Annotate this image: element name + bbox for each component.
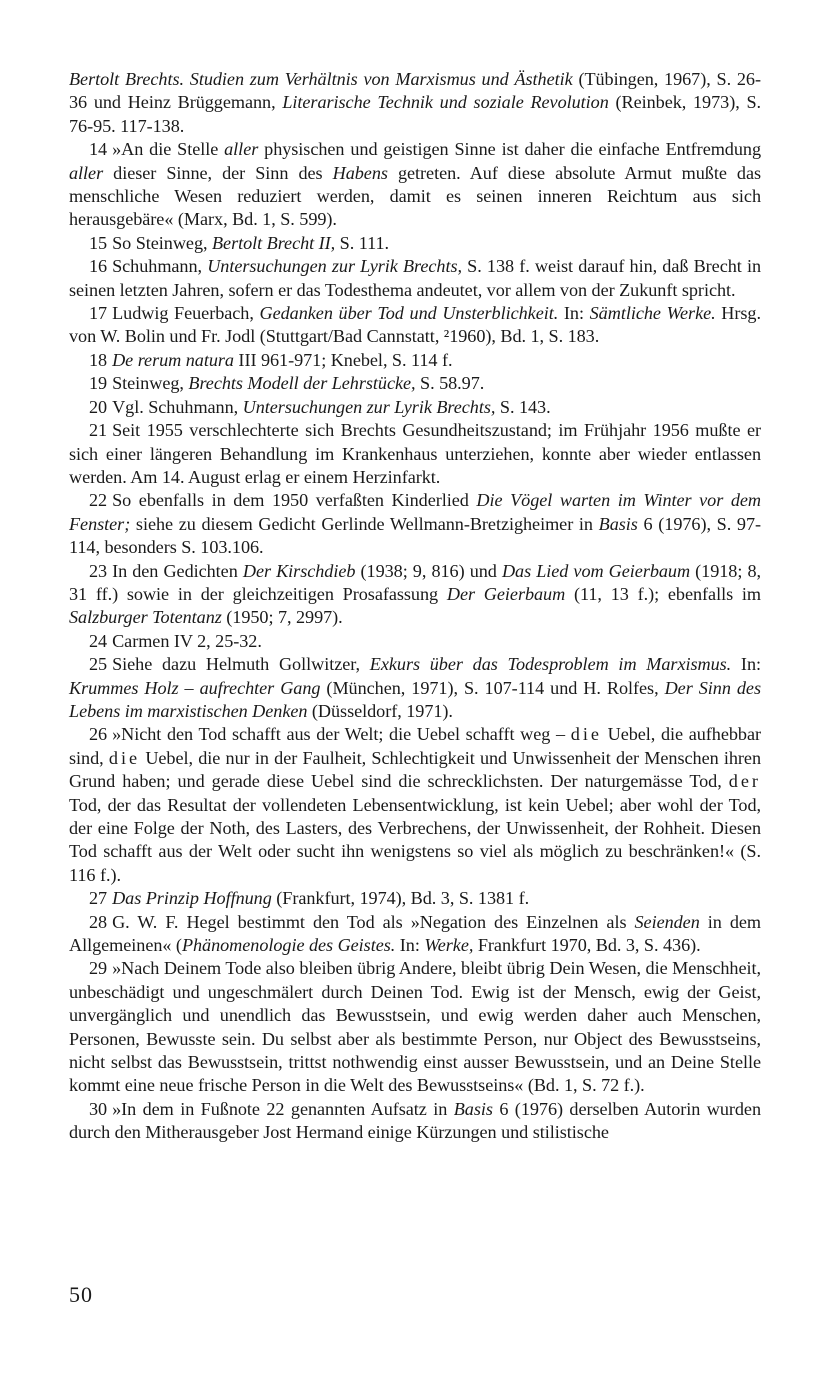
footnote-text: (1918; 8, 31 ff.) sowie in der gleichzeitigen Prosafassung bbox=[69, 560, 761, 604]
footnote-text: dieser Sinne, der Sinn des bbox=[103, 162, 333, 183]
italic-title: Werke, bbox=[424, 935, 474, 956]
footnote-text: S. 143. bbox=[495, 396, 551, 417]
footnote-text: 6 (1976) derselben Autorin wurden durch den Mitherausgeber Jost Hermand einige Kürzungen und stilistische bbox=[69, 1098, 761, 1143]
footnote-text: getreten. Auf diese absolute Armut mußte das menschliche Wesen reduziert werden, damit es seinen inneren Reichtum aus sich herausgebäre« (Marx, Bd. 1, S. 599). bbox=[69, 162, 762, 230]
footnote-text: Hrsg. von W. Bolin und Fr. Jodl (Stuttgart/Bad Cannstatt, ²1960), Bd. 1, S. 183. bbox=[69, 303, 761, 347]
italic-title: Basis bbox=[598, 513, 638, 534]
footnote-27 bbox=[69, 887, 761, 910]
footnote-text: In: bbox=[731, 654, 761, 675]
italic-title: Basis bbox=[453, 1098, 493, 1119]
italic-title: Das Prinzip Hoffnung bbox=[112, 888, 272, 909]
italic-title: Der Geierbaum bbox=[446, 583, 566, 604]
footnote-text: (München, 1971), S. 107-114 und H. Rolfes, bbox=[320, 677, 665, 698]
footnote-17 bbox=[69, 302, 761, 349]
footnote-text: »An die Stelle bbox=[112, 139, 225, 160]
footnote-text: (1950; 7, 2997). bbox=[221, 607, 343, 628]
footnote-text: (Düsseldorf, 1971). bbox=[307, 700, 453, 721]
footnote-number: 14 bbox=[89, 139, 108, 160]
footnote-24 bbox=[69, 630, 761, 653]
italic-title: Die Vögel warten im Winter vor dem Fenster; bbox=[69, 490, 761, 534]
footnote-text: Seit 1955 verschlechterte sich Brechts Gesundheitszustand; im Frühjahr 1956 mußte er sich einer längeren Behandlung im Krankenhaus unterziehen, konnte aber wieder entlassen werden. Am 14. August erlag er einem Herzinfarkt. bbox=[69, 420, 761, 487]
footnote-25 bbox=[69, 653, 761, 723]
italic-title: Das Lied vom Geierbaum bbox=[501, 560, 691, 581]
footnote-text: So ebenfalls in dem 1950 verfaßten Kinderlied bbox=[112, 490, 477, 511]
footnote-18 bbox=[69, 349, 761, 372]
footnote-number: 21 bbox=[89, 420, 108, 441]
footnote-number: 15 bbox=[89, 232, 108, 253]
footnote-21 bbox=[69, 419, 761, 489]
footnote-text: (1938; 9, 816) und bbox=[355, 560, 502, 581]
footnote-text: (Reinbek, 1973), S. 76-95. 117-138. bbox=[69, 92, 762, 136]
footnote-text: Frankfurt 1970, Bd. 3, S. 436). bbox=[473, 935, 701, 956]
footnote-text: (11, 13 f.); ebenfalls im bbox=[565, 583, 761, 604]
footnote-text: S. 138 f. weist darauf hin, daß Brecht in seinen letzten Jahren, sofern er das Todesthema andeutet, vor allem von der Zukunft spricht. bbox=[69, 256, 761, 300]
footnote-number: 29 bbox=[89, 958, 108, 979]
italic-title: Der Kirschdieb bbox=[242, 560, 356, 581]
italic-title: De rerum natura bbox=[112, 349, 234, 370]
footnote-26 bbox=[69, 723, 761, 887]
footnote-text: »Nicht den Tod schafft aus der Welt; die Uebel schafft weg – bbox=[112, 724, 571, 745]
italic-title: Literarische Technik und soziale Revolution bbox=[282, 92, 609, 113]
footnote-text: G. W. F. Hegel bestimmt den Tod als »Negation des Einzelnen als bbox=[112, 911, 635, 932]
footnotes-block bbox=[69, 68, 761, 1145]
footnote-28 bbox=[69, 911, 761, 958]
footnote-text: (Frankfurt, 1974), Bd. 3, S. 1381 f. bbox=[271, 888, 530, 909]
footnote-number: 30 bbox=[89, 1098, 108, 1119]
spaced-emphasis: der bbox=[728, 771, 761, 792]
footnote-number: 24 bbox=[89, 630, 108, 651]
italic-title: Untersuchungen zur Lyrik Brechts, bbox=[207, 256, 462, 277]
footnote-number: 19 bbox=[89, 373, 108, 394]
footnote-text: Uebel, die aufhebbar sind, bbox=[69, 724, 761, 768]
italic-title: aller bbox=[224, 139, 259, 160]
footnote-number: 25 bbox=[89, 654, 108, 675]
footnote-text: »In dem in Fußnote 22 genannten Aufsatz in bbox=[112, 1098, 454, 1119]
italic-title: Gedanken über Tod und Unsterblichkeit. bbox=[259, 303, 559, 324]
italic-title: Brechts Modell der Lehrstücke, bbox=[188, 373, 416, 394]
footnote-23 bbox=[69, 560, 761, 630]
italic-title: aller bbox=[69, 162, 104, 183]
page-number: 50 bbox=[69, 1282, 93, 1307]
footnote-text: Schuhmann, bbox=[112, 256, 208, 277]
footnote-text: Carmen IV 2, 25-32. bbox=[112, 630, 262, 651]
footnote-text: »Nach Deinem Tode also bleiben übrig Andere, bleibt übrig Dein Wesen, die Menschheit, unbeschädigt und ungeschmälert durch Deinen Tod. Ewig ist der Mensch, ewig der Geist, unvergänglich und unendlich das Bewusstsein, und ewig werden daher auch Menschen, Personen, Bewusste sein. Du selbst aber als bestimmte Person, nur Object des Bewusstseins, nicht selbst das Bewusstsein, trittst nothwendig einst ausser Bewusstsein, und an Deine Stelle kommt eine neue frische Person in die Welt des Bewusstseins« (Bd. 1, S. 72 f.). bbox=[69, 958, 761, 1096]
footnote-29 bbox=[69, 957, 761, 1097]
footnote-14 bbox=[69, 138, 761, 232]
footnote-continuation bbox=[69, 68, 761, 138]
italic-title: Krummes Holz – aufrechter Gang bbox=[69, 677, 321, 698]
italic-title: Bertolt Brechts. Studien zum Verhältnis von Marxismus und Ästhetik bbox=[69, 69, 573, 89]
footnote-19 bbox=[69, 372, 761, 395]
footnote-text: Steinweg, bbox=[112, 373, 189, 394]
footnote-20 bbox=[69, 396, 761, 419]
footnote-number: 23 bbox=[89, 560, 108, 581]
footnote-text: physischen und geistigen Sinne ist daher die einfache Entfremdung bbox=[258, 139, 761, 160]
footnote-text: Uebel, die nur in der Faulheit, Schlechtigkeit und Unwissenheit der Menschen ihren Grund haben; und gerade diese Uebel sind die schrecklichsten. Der naturgemässe Tod, bbox=[69, 747, 761, 792]
italic-title: Der Sinn des Lebens im marxistischen Denken bbox=[69, 677, 761, 721]
spaced-emphasis: die bbox=[570, 724, 602, 745]
footnote-text: 6 (1976), S. 97-114, besonders S. 103.106. bbox=[69, 513, 762, 558]
footnote-text: (Tübingen, 1967), S. 26-36 und Heinz Brüggemann, bbox=[69, 69, 761, 113]
footnote-text: Tod, der das Resultat der vollendeten Lebensentwicklung, ist kein Uebel; aber wohl der Tod, der eine Folge der Noth, des Lasters, des Verbrechens, der Unwissenheit, der Rohheit. Diesen Tod schafft aus der Welt oder sucht ihn wenigstens so viel als möglich zu beschränken!« (S. 116 f.). bbox=[69, 794, 761, 885]
footnote-text: Vgl. Schuhmann, bbox=[112, 396, 243, 417]
footnote-text: In: bbox=[395, 935, 425, 956]
footnote-text: So Steinweg, bbox=[112, 232, 212, 253]
footnote-text: in dem Allgemeinen« ( bbox=[69, 911, 761, 956]
footnote-16 bbox=[69, 255, 761, 302]
footnote-text: S. 58.97. bbox=[415, 373, 485, 394]
footnote-number: 18 bbox=[89, 349, 108, 370]
footnote-number: 26 bbox=[89, 724, 108, 745]
footnote-22 bbox=[69, 489, 761, 559]
footnote-text: siehe zu diesem Gedicht Gerlinde Wellmann-Bretzigheimer in bbox=[130, 513, 599, 534]
footnote-text: S. 111. bbox=[335, 232, 389, 253]
italic-title: Phänomenologie des Geistes. bbox=[181, 935, 396, 956]
italic-title: Salzburger Totentanz bbox=[69, 607, 222, 628]
footnote-number: 20 bbox=[89, 396, 108, 417]
italic-title: Exkurs über das Todesproblem im Marxismus. bbox=[369, 654, 732, 675]
footnote-number: 17 bbox=[89, 303, 108, 324]
italic-title: Habens bbox=[332, 162, 388, 183]
footnote-15 bbox=[69, 232, 761, 255]
footnote-30 bbox=[69, 1098, 761, 1145]
italic-title: Sämtliche Werke. bbox=[589, 303, 716, 324]
footnote-number: 22 bbox=[89, 490, 108, 511]
footnote-text: In: bbox=[558, 303, 590, 324]
footnote-text: Ludwig Feuerbach, bbox=[112, 303, 260, 324]
footnote-number: 28 bbox=[89, 911, 108, 932]
footnote-number: 27 bbox=[89, 888, 108, 909]
footnote-number: 16 bbox=[89, 256, 108, 277]
spaced-emphasis: die bbox=[108, 747, 141, 768]
italic-title: Bertolt Brecht II, bbox=[211, 232, 336, 253]
footnote-text: III 961-971; Knebel, S. 114 f. bbox=[233, 349, 453, 370]
footnote-text: In den Gedichten bbox=[112, 560, 243, 581]
footnote-text: Siehe dazu Helmuth Gollwitzer, bbox=[112, 654, 370, 675]
italic-title: Untersuchungen zur Lyrik Brechts, bbox=[242, 396, 496, 417]
italic-title: Seienden bbox=[634, 911, 700, 932]
